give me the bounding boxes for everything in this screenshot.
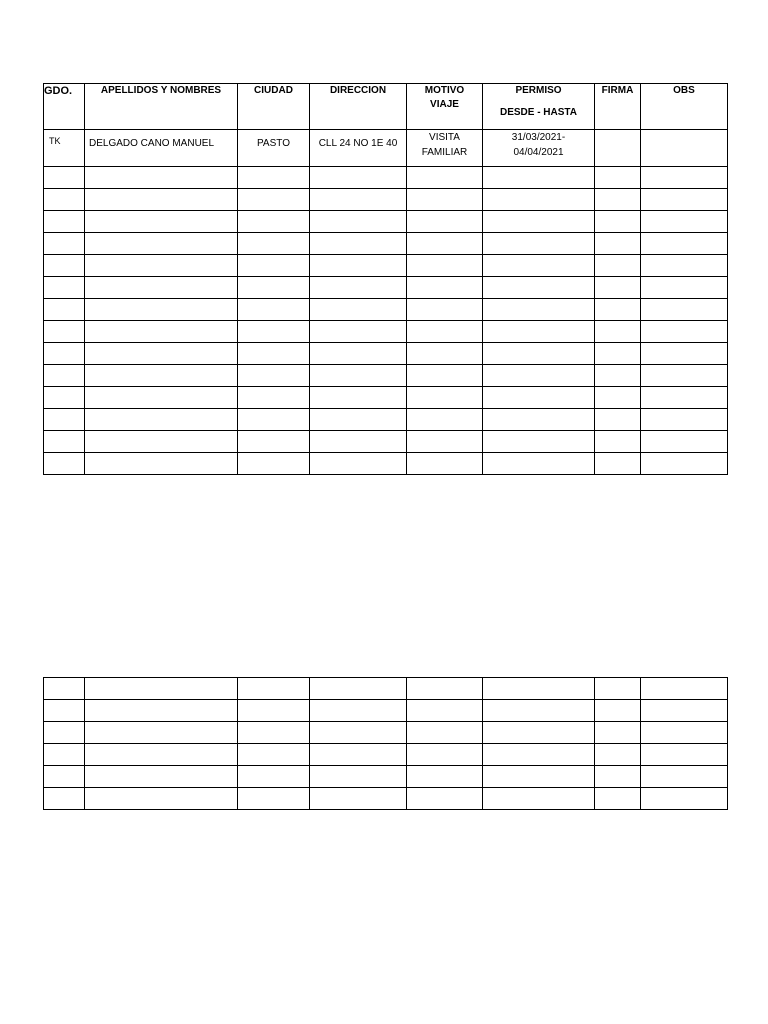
- empty-cell-direccion: [310, 321, 407, 343]
- empty-cell-gdo: [44, 700, 85, 722]
- empty-cell-apellidos-nombres: [85, 700, 238, 722]
- empty-cell-gdo: [44, 766, 85, 788]
- empty-cell-motivo-viaje: [407, 365, 483, 387]
- empty-cell-permiso: [483, 431, 595, 453]
- empty-cell-firma: [595, 766, 641, 788]
- empty-cell-ciudad: [238, 722, 310, 744]
- empty-cell-motivo-viaje: [407, 744, 483, 766]
- empty-cell-motivo-viaje: [407, 387, 483, 409]
- empty-cell-obs: [641, 167, 728, 189]
- empty-cell-ciudad: [238, 211, 310, 233]
- empty-cell-obs: [641, 409, 728, 431]
- empty-cell-permiso: [483, 365, 595, 387]
- empty-cell-obs: [641, 189, 728, 211]
- permits-table: [43, 83, 728, 475]
- empty-table-row: [44, 343, 728, 365]
- empty-cell-firma: [595, 431, 641, 453]
- cell-permiso-dates: 31/03/2021- 04/04/2021: [511, 132, 566, 158]
- empty-cell-gdo: [44, 744, 85, 766]
- empty-cell-firma: [595, 453, 641, 475]
- empty-cell-firma: [595, 700, 641, 722]
- empty-cell-apellidos-nombres: [85, 744, 238, 766]
- empty-cell-apellidos-nombres: [85, 788, 238, 810]
- empty-cell-permiso: [483, 321, 595, 343]
- empty-table-row: [44, 167, 728, 189]
- header-ciudad: CIUDAD: [238, 84, 310, 130]
- empty-cell-gdo: [44, 189, 85, 211]
- empty-cell-ciudad: [238, 788, 310, 810]
- empty-cell-permiso: [483, 409, 595, 431]
- empty-cell-motivo-viaje: [407, 722, 483, 744]
- empty-table-row: [44, 453, 728, 475]
- empty-cell-firma: [595, 387, 641, 409]
- empty-cell-gdo: [44, 277, 85, 299]
- header-gdo: GDO.: [44, 84, 85, 130]
- empty-cell-gdo: [44, 788, 85, 810]
- empty-cell-motivo-viaje: [407, 233, 483, 255]
- empty-cell-motivo-viaje: [407, 678, 483, 700]
- empty-cell-apellidos-nombres: [85, 678, 238, 700]
- empty-table-row: [44, 678, 728, 700]
- empty-cell-gdo: [44, 255, 85, 277]
- empty-cell-obs: [641, 255, 728, 277]
- empty-cell-firma: [595, 321, 641, 343]
- empty-cell-direccion: [310, 277, 407, 299]
- empty-cell-permiso: [483, 299, 595, 321]
- empty-cell-direccion: [310, 299, 407, 321]
- empty-cell-obs: [641, 788, 728, 810]
- header-apellidos-nombres: APELLIDOS Y NOMBRES: [85, 84, 238, 130]
- empty-cell-permiso: [483, 277, 595, 299]
- empty-table-row: [44, 744, 728, 766]
- empty-table-row: [44, 321, 728, 343]
- empty-cell-direccion: [310, 409, 407, 431]
- empty-table-row: [44, 277, 728, 299]
- empty-table-row: [44, 365, 728, 387]
- empty-cell-firma: [595, 365, 641, 387]
- empty-cell-gdo: [44, 167, 85, 189]
- cell-direccion: CLL 24 NO 1E 40: [310, 130, 407, 167]
- empty-cell-motivo-viaje: [407, 167, 483, 189]
- empty-cell-gdo: [44, 321, 85, 343]
- empty-cell-firma: [595, 167, 641, 189]
- empty-cell-apellidos-nombres: [85, 766, 238, 788]
- empty-cell-direccion: [310, 189, 407, 211]
- empty-cell-direccion: [310, 678, 407, 700]
- empty-cell-firma: [595, 233, 641, 255]
- empty-cell-apellidos-nombres: [85, 255, 238, 277]
- empty-cell-ciudad: [238, 299, 310, 321]
- empty-cell-ciudad: [238, 277, 310, 299]
- header-obs: OBS: [641, 84, 728, 130]
- empty-cell-motivo-viaje: [407, 700, 483, 722]
- empty-cell-permiso: [483, 233, 595, 255]
- header-firma: FIRMA: [595, 84, 641, 130]
- empty-cell-apellidos-nombres: [85, 431, 238, 453]
- empty-cell-firma: [595, 299, 641, 321]
- empty-cell-ciudad: [238, 233, 310, 255]
- empty-cell-gdo: [44, 453, 85, 475]
- empty-table-row: [44, 788, 728, 810]
- cell-apellidos-nombres: DELGADO CANO MANUEL: [85, 130, 238, 167]
- empty-cell-gdo: [44, 722, 85, 744]
- empty-cell-direccion: [310, 233, 407, 255]
- empty-table-row: [44, 255, 728, 277]
- table-row: [44, 130, 728, 167]
- empty-cell-ciudad: [238, 409, 310, 431]
- empty-cell-motivo-viaje: [407, 299, 483, 321]
- empty-cell-motivo-viaje: [407, 343, 483, 365]
- empty-table-row: [44, 409, 728, 431]
- empty-cell-apellidos-nombres: [85, 167, 238, 189]
- header-permiso: [483, 84, 595, 130]
- empty-cell-apellidos-nombres: [85, 299, 238, 321]
- header-permiso-range: DESDE - HASTA: [499, 107, 578, 118]
- empty-cell-direccion: [310, 744, 407, 766]
- empty-cell-gdo: [44, 299, 85, 321]
- empty-cell-firma: [595, 722, 641, 744]
- empty-cell-direccion: [310, 453, 407, 475]
- empty-cell-apellidos-nombres: [85, 343, 238, 365]
- empty-cell-permiso: [483, 167, 595, 189]
- empty-cell-gdo: [44, 678, 85, 700]
- empty-cell-firma: [595, 255, 641, 277]
- empty-table-row: [44, 431, 728, 453]
- empty-table-row: [44, 766, 728, 788]
- empty-cell-apellidos-nombres: [85, 321, 238, 343]
- empty-cell-motivo-viaje: [407, 431, 483, 453]
- empty-cell-permiso: [483, 788, 595, 810]
- cell-firma: [595, 130, 641, 167]
- empty-table-row: [44, 211, 728, 233]
- empty-cell-gdo: [44, 409, 85, 431]
- empty-cell-ciudad: [238, 189, 310, 211]
- empty-cell-obs: [641, 365, 728, 387]
- empty-cell-permiso: [483, 189, 595, 211]
- empty-cell-firma: [595, 343, 641, 365]
- empty-cell-ciudad: [238, 431, 310, 453]
- empty-cell-direccion: [310, 722, 407, 744]
- empty-cell-direccion: [310, 788, 407, 810]
- empty-cell-direccion: [310, 343, 407, 365]
- empty-cell-direccion: [310, 700, 407, 722]
- empty-cell-permiso: [483, 453, 595, 475]
- empty-cell-permiso: [483, 255, 595, 277]
- empty-cell-gdo: [44, 387, 85, 409]
- empty-table-row: [44, 189, 728, 211]
- empty-cell-direccion: [310, 766, 407, 788]
- empty-cell-apellidos-nombres: [85, 277, 238, 299]
- empty-table-row: [44, 700, 728, 722]
- empty-cell-firma: [595, 409, 641, 431]
- cell-ciudad: PASTO: [238, 130, 310, 167]
- empty-cell-gdo: [44, 365, 85, 387]
- header-motivo-viaje-label: MOTIVO VIAJE: [424, 85, 465, 110]
- header-motivo-viaje: [407, 84, 483, 130]
- empty-cell-ciudad: [238, 321, 310, 343]
- header-direccion: DIRECCION: [310, 84, 407, 130]
- empty-cell-apellidos-nombres: [85, 233, 238, 255]
- continuation-table: [43, 677, 728, 810]
- empty-cell-permiso: [483, 343, 595, 365]
- empty-table-row: [44, 233, 728, 255]
- empty-cell-firma: [595, 788, 641, 810]
- empty-cell-motivo-viaje: [407, 766, 483, 788]
- empty-cell-motivo-viaje: [407, 189, 483, 211]
- empty-cell-obs: [641, 700, 728, 722]
- empty-cell-permiso: [483, 387, 595, 409]
- empty-cell-motivo-viaje: [407, 453, 483, 475]
- empty-cell-obs: [641, 766, 728, 788]
- empty-cell-firma: [595, 277, 641, 299]
- empty-cell-direccion: [310, 167, 407, 189]
- empty-cell-direccion: [310, 365, 407, 387]
- empty-cell-firma: [595, 678, 641, 700]
- cell-gdo: TK: [44, 130, 85, 167]
- empty-cell-obs: [641, 453, 728, 475]
- empty-cell-gdo: [44, 431, 85, 453]
- empty-cell-apellidos-nombres: [85, 387, 238, 409]
- empty-cell-ciudad: [238, 365, 310, 387]
- empty-cell-ciudad: [238, 678, 310, 700]
- empty-cell-permiso: [483, 722, 595, 744]
- empty-cell-obs: [641, 211, 728, 233]
- empty-cell-apellidos-nombres: [85, 365, 238, 387]
- empty-cell-gdo: [44, 233, 85, 255]
- empty-cell-ciudad: [238, 744, 310, 766]
- empty-cell-obs: [641, 277, 728, 299]
- empty-cell-obs: [641, 343, 728, 365]
- empty-cell-permiso: [483, 766, 595, 788]
- empty-cell-ciudad: [238, 700, 310, 722]
- header-permiso-label: PERMISO: [515, 85, 562, 96]
- empty-cell-gdo: [44, 211, 85, 233]
- empty-cell-gdo: [44, 343, 85, 365]
- empty-cell-obs: [641, 321, 728, 343]
- empty-cell-ciudad: [238, 343, 310, 365]
- empty-cell-direccion: [310, 211, 407, 233]
- empty-cell-obs: [641, 744, 728, 766]
- empty-cell-direccion: [310, 431, 407, 453]
- empty-cell-obs: [641, 387, 728, 409]
- empty-cell-motivo-viaje: [407, 255, 483, 277]
- cell-motivo-viaje: [407, 130, 483, 167]
- empty-cell-motivo-viaje: [407, 788, 483, 810]
- empty-cell-motivo-viaje: [407, 277, 483, 299]
- cell-obs: [641, 130, 728, 167]
- empty-cell-ciudad: [238, 387, 310, 409]
- empty-cell-obs: [641, 431, 728, 453]
- empty-cell-permiso: [483, 678, 595, 700]
- empty-cell-motivo-viaje: [407, 409, 483, 431]
- empty-cell-obs: [641, 678, 728, 700]
- table-header-row: [44, 84, 728, 130]
- empty-cell-motivo-viaje: [407, 211, 483, 233]
- empty-cell-permiso: [483, 700, 595, 722]
- empty-cell-apellidos-nombres: [85, 722, 238, 744]
- empty-cell-ciudad: [238, 766, 310, 788]
- empty-cell-motivo-viaje: [407, 321, 483, 343]
- empty-cell-obs: [641, 299, 728, 321]
- empty-cell-obs: [641, 233, 728, 255]
- empty-cell-permiso: [483, 744, 595, 766]
- empty-cell-apellidos-nombres: [85, 189, 238, 211]
- empty-table-row: [44, 722, 728, 744]
- empty-table-row: [44, 299, 728, 321]
- empty-cell-apellidos-nombres: [85, 409, 238, 431]
- empty-cell-direccion: [310, 387, 407, 409]
- empty-cell-firma: [595, 211, 641, 233]
- empty-cell-apellidos-nombres: [85, 211, 238, 233]
- empty-cell-permiso: [483, 211, 595, 233]
- empty-cell-direccion: [310, 255, 407, 277]
- empty-cell-ciudad: [238, 453, 310, 475]
- empty-cell-apellidos-nombres: [85, 453, 238, 475]
- empty-cell-obs: [641, 722, 728, 744]
- empty-cell-firma: [595, 189, 641, 211]
- empty-cell-ciudad: [238, 167, 310, 189]
- cell-permiso: [483, 130, 595, 167]
- cell-motivo-viaje-text: VISITA FAMILIAR: [421, 132, 468, 158]
- empty-cell-ciudad: [238, 255, 310, 277]
- empty-table-row: [44, 387, 728, 409]
- empty-cell-firma: [595, 744, 641, 766]
